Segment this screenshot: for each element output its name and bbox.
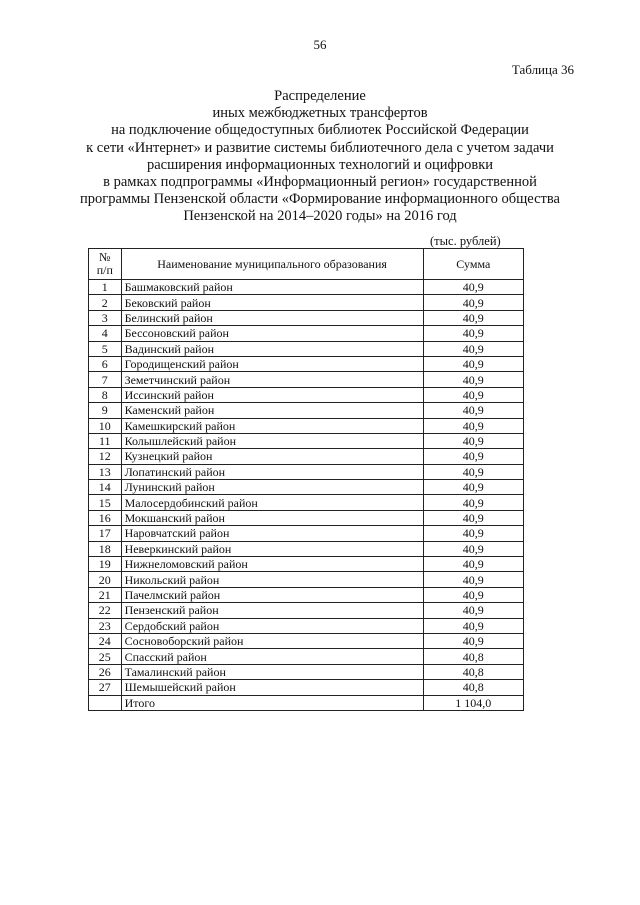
table-row (89, 618, 524, 633)
row-sum: 40,9 (423, 356, 523, 371)
title-line: расширения информационных технологий и оцифровки (146, 156, 494, 173)
row-number: 5 (89, 341, 122, 356)
row-sum: 40,8 (423, 680, 523, 695)
row-name: Каменский район (121, 403, 423, 418)
row-number: 17 (89, 526, 122, 541)
table-row (89, 587, 524, 602)
row-number: 15 (89, 495, 122, 510)
row-number: 14 (89, 480, 122, 495)
document-title (50, 88, 590, 226)
row-number: 4 (89, 326, 122, 341)
row-name: Башмаковский район (121, 280, 423, 295)
row-name: Никольский район (121, 572, 423, 587)
table-row (89, 495, 524, 510)
row-number: 20 (89, 572, 122, 587)
table-row (89, 433, 524, 448)
row-number: 26 (89, 664, 122, 679)
row-name: Наровчатский район (121, 526, 423, 541)
units-label: (тыс. рублей) (430, 234, 501, 248)
total-row (89, 695, 524, 710)
row-sum: 40,9 (423, 587, 523, 602)
table-row (89, 510, 524, 525)
row-name: Неверкинский район (121, 541, 423, 556)
row-number: 2 (89, 295, 122, 310)
table-header-row (89, 249, 524, 280)
row-sum: 40,9 (423, 387, 523, 402)
title-line: программы Пензенской области «Формирование информационного общества (80, 191, 560, 208)
row-sum: 40,9 (423, 464, 523, 479)
table-row (89, 326, 524, 341)
row-name: Пензенский район (121, 603, 423, 618)
row-sum: 40,9 (423, 310, 523, 325)
row-sum: 40,8 (423, 664, 523, 679)
row-sum: 40,8 (423, 649, 523, 664)
table-row (89, 557, 524, 572)
row-number: 3 (89, 310, 122, 325)
row-number: 6 (89, 356, 122, 371)
header-num-line1: № (99, 250, 111, 264)
header-num-line2: п/п (96, 263, 113, 277)
row-number: 25 (89, 649, 122, 664)
row-name: Белинский район (121, 310, 423, 325)
title-line: Пензенской на 2014–2020 годы» на 2016 год (183, 208, 457, 225)
table-row (89, 295, 524, 310)
row-number: 9 (89, 403, 122, 418)
row-number: 27 (89, 680, 122, 695)
page-number: 56 (313, 37, 327, 52)
table-row (89, 541, 524, 556)
table-row (89, 680, 524, 695)
table-row (89, 418, 524, 433)
table-row (89, 403, 524, 418)
row-name: Сосновоборский район (121, 633, 423, 648)
table-row (89, 372, 524, 387)
row-number: 21 (89, 587, 122, 602)
row-number: 11 (89, 433, 122, 448)
row-name: Иссинский район (121, 387, 423, 402)
row-sum: 40,9 (423, 372, 523, 387)
row-number: 18 (89, 541, 122, 556)
row-sum: 40,9 (423, 603, 523, 618)
distribution-table (88, 248, 524, 711)
row-number: 10 (89, 418, 122, 433)
table-row (89, 480, 524, 495)
row-sum: 40,9 (423, 280, 523, 295)
row-name: Пачелмский район (121, 587, 423, 602)
table-row (89, 664, 524, 679)
title-line: иных межбюджетных трансфертов (212, 105, 428, 122)
row-number: 19 (89, 557, 122, 572)
row-number: 7 (89, 372, 122, 387)
row-name: Шемышейский район (121, 680, 423, 695)
row-sum: 40,9 (423, 341, 523, 356)
row-number: 12 (89, 449, 122, 464)
row-number: 23 (89, 618, 122, 633)
row-name: Нижнеломовский район (121, 557, 423, 572)
row-sum: 40,9 (423, 526, 523, 541)
title-line: Распределение (274, 88, 366, 104)
row-sum: 40,9 (423, 557, 523, 572)
row-number: 13 (89, 464, 122, 479)
row-name: Малосердобинский район (121, 495, 423, 510)
table-row (89, 387, 524, 402)
row-sum: 40,9 (423, 541, 523, 556)
table-row (89, 572, 524, 587)
row-name: Тамалинский район (121, 664, 423, 679)
table-label: Таблица 36 (511, 62, 574, 77)
row-name: Мокшанский район (121, 510, 423, 525)
row-name: Колышлейский район (121, 433, 423, 448)
header-num (89, 249, 122, 280)
table-row (89, 280, 524, 295)
row-name: Спасский район (121, 649, 423, 664)
row-name: Городищенский район (121, 356, 423, 371)
row-name: Кузнецкий район (121, 449, 423, 464)
row-name: Бековский район (121, 295, 423, 310)
table-row (89, 310, 524, 325)
title-line: на подключение общедоступных библиотек Российской Федерации (111, 122, 529, 139)
row-name: Сердобский район (121, 618, 423, 633)
row-name: Вадинский район (121, 341, 423, 356)
row-name: Камешкирский район (121, 418, 423, 433)
table-row (89, 356, 524, 371)
row-sum: 40,9 (423, 403, 523, 418)
table-row (89, 649, 524, 664)
row-sum: 40,9 (423, 618, 523, 633)
title-line: в рамках подпрограммы «Информационный регион» государственной (103, 174, 537, 191)
row-sum: 40,9 (423, 295, 523, 310)
title-line: к сети «Интернет» и развитие системы библиотечного дела с учетом задачи (86, 139, 554, 156)
total-label: Итого (121, 695, 423, 710)
row-number: 22 (89, 603, 122, 618)
table-row (89, 603, 524, 618)
row-name: Земетчинский район (121, 372, 423, 387)
row-name: Лунинский район (121, 480, 423, 495)
table-row (89, 341, 524, 356)
row-sum: 40,9 (423, 633, 523, 648)
row-sum: 40,9 (423, 495, 523, 510)
row-sum: 40,9 (423, 480, 523, 495)
total-num-cell (89, 695, 122, 710)
row-number: 16 (89, 510, 122, 525)
row-sum: 40,9 (423, 326, 523, 341)
row-sum: 40,9 (423, 449, 523, 464)
table-row (89, 464, 524, 479)
table-row (89, 633, 524, 648)
row-number: 24 (89, 633, 122, 648)
row-sum: 40,9 (423, 572, 523, 587)
total-sum: 1 104,0 (423, 695, 523, 710)
row-sum: 40,9 (423, 433, 523, 448)
table-row (89, 526, 524, 541)
header-name: Наименование муниципального образования (121, 249, 423, 280)
row-number: 8 (89, 387, 122, 402)
header-sum: Сумма (423, 249, 523, 280)
table-row (89, 449, 524, 464)
row-sum: 40,9 (423, 418, 523, 433)
row-sum: 40,9 (423, 510, 523, 525)
row-name: Бессоновский район (121, 326, 423, 341)
row-number: 1 (89, 280, 122, 295)
row-name: Лопатинский район (121, 464, 423, 479)
